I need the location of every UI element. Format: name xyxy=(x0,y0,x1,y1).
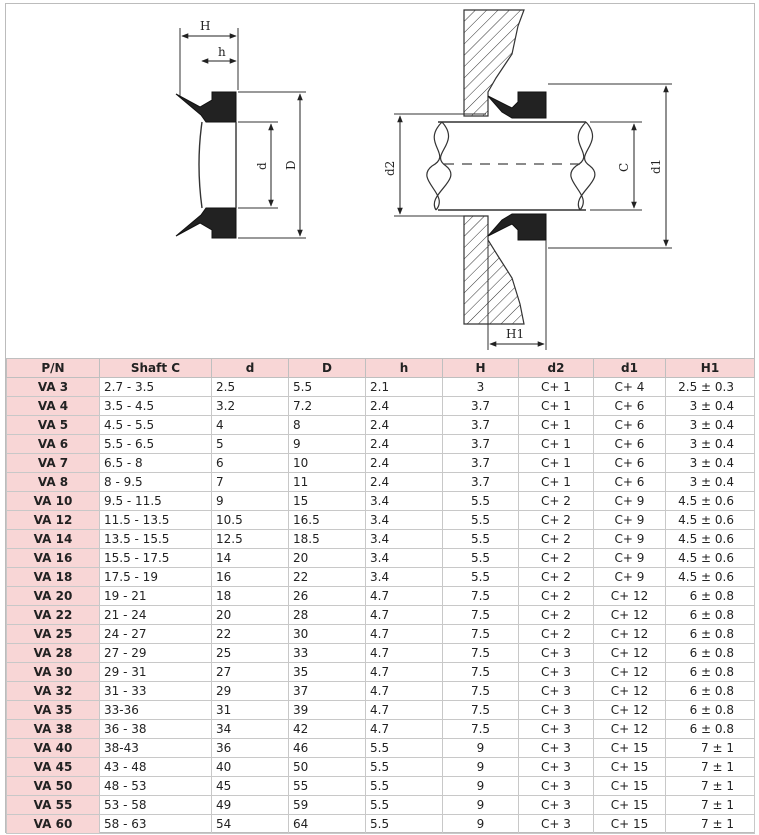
cell-shaft-c: 53 - 58 xyxy=(100,796,212,815)
label-H1: H1 xyxy=(506,327,525,341)
table-row xyxy=(7,587,755,606)
cell-d1: C+ 6 xyxy=(594,473,666,492)
cell-d: 6 xyxy=(212,454,289,473)
cell-H: 7.5 xyxy=(443,682,519,701)
cell-pn: VA 60 xyxy=(7,815,100,834)
cell-d2: C+ 3 xyxy=(519,701,594,720)
cell-H1: 2.5 ± 0.3 xyxy=(666,378,755,397)
col-header-d1: d1 xyxy=(594,359,666,378)
cell-d1: C+ 12 xyxy=(594,625,666,644)
cell-pn: VA 32 xyxy=(7,682,100,701)
cell-h: 5.5 xyxy=(366,815,443,834)
cell-h: 4.7 xyxy=(366,720,443,739)
cell-H: 5.5 xyxy=(443,511,519,530)
cell-H1: 6 ± 0.8 xyxy=(666,682,755,701)
cell-H: 3 xyxy=(443,378,519,397)
cell-d: 4 xyxy=(212,416,289,435)
label-d2: d2 xyxy=(383,160,397,176)
cell-H: 7.5 xyxy=(443,720,519,739)
cell-D: 7.2 xyxy=(289,397,366,416)
cell-d1: C+ 9 xyxy=(594,549,666,568)
cell-pn: VA 50 xyxy=(7,777,100,796)
cell-d2: C+ 3 xyxy=(519,796,594,815)
table-row xyxy=(7,435,755,454)
cell-d2: C+ 1 xyxy=(519,473,594,492)
cell-d1: C+ 9 xyxy=(594,511,666,530)
installed-seal-upper xyxy=(488,92,546,118)
col-header-H: H xyxy=(443,359,519,378)
cell-shaft-c: 9.5 - 11.5 xyxy=(100,492,212,511)
cell-shaft-c: 5.5 - 6.5 xyxy=(100,435,212,454)
cell-pn: VA 38 xyxy=(7,720,100,739)
cell-H: 7.5 xyxy=(443,663,519,682)
cell-h: 5.5 xyxy=(366,739,443,758)
cell-h: 2.4 xyxy=(366,454,443,473)
cell-d1: C+ 12 xyxy=(594,720,666,739)
cell-shaft-c: 8 - 9.5 xyxy=(100,473,212,492)
cell-shaft-c: 43 - 48 xyxy=(100,758,212,777)
cell-H: 3.7 xyxy=(443,416,519,435)
cell-d2: C+ 3 xyxy=(519,815,594,834)
cell-d: 3.2 xyxy=(212,397,289,416)
cell-H: 9 xyxy=(443,796,519,815)
cell-pn: VA 55 xyxy=(7,796,100,815)
va-seal-spec-table xyxy=(6,358,755,834)
table-row xyxy=(7,492,755,511)
cell-pn: VA 30 xyxy=(7,663,100,682)
cell-D: 10 xyxy=(289,454,366,473)
cell-d2: C+ 3 xyxy=(519,720,594,739)
cell-pn: VA 22 xyxy=(7,606,100,625)
cell-h: 2.1 xyxy=(366,378,443,397)
cell-pn: VA 45 xyxy=(7,758,100,777)
cell-D: 50 xyxy=(289,758,366,777)
cell-H: 3.7 xyxy=(443,454,519,473)
cell-d: 18 xyxy=(212,587,289,606)
cell-H1: 7 ± 1 xyxy=(666,758,755,777)
cell-shaft-c: 31 - 33 xyxy=(100,682,212,701)
cell-h: 2.4 xyxy=(366,416,443,435)
col-header-d: d xyxy=(212,359,289,378)
cell-H: 9 xyxy=(443,739,519,758)
cell-d1: C+ 15 xyxy=(594,796,666,815)
cell-d1: C+ 12 xyxy=(594,701,666,720)
cell-h: 3.4 xyxy=(366,492,443,511)
cell-h: 4.7 xyxy=(366,625,443,644)
cell-d1: C+ 15 xyxy=(594,777,666,796)
cell-shaft-c: 11.5 - 13.5 xyxy=(100,511,212,530)
cell-d2: C+ 1 xyxy=(519,435,594,454)
cell-H: 7.5 xyxy=(443,644,519,663)
cell-h: 2.4 xyxy=(366,397,443,416)
cell-D: 28 xyxy=(289,606,366,625)
cell-pn: VA 14 xyxy=(7,530,100,549)
table-row xyxy=(7,568,755,587)
label-d: d xyxy=(255,162,269,170)
technical-drawing xyxy=(6,4,754,356)
seal-section-drawing xyxy=(176,19,306,238)
cell-shaft-c: 4.5 - 5.5 xyxy=(100,416,212,435)
cell-H1: 3 ± 0.4 xyxy=(666,435,755,454)
cell-H1: 4.5 ± 0.6 xyxy=(666,492,755,511)
cell-d: 25 xyxy=(212,644,289,663)
cell-d1: C+ 4 xyxy=(594,378,666,397)
table-row xyxy=(7,682,755,701)
cell-H: 7.5 xyxy=(443,625,519,644)
cell-pn: VA 25 xyxy=(7,625,100,644)
cell-D: 26 xyxy=(289,587,366,606)
cell-d1: C+ 9 xyxy=(594,530,666,549)
cell-D: 18.5 xyxy=(289,530,366,549)
installed-seal-lower xyxy=(488,214,546,240)
cell-shaft-c: 6.5 - 8 xyxy=(100,454,212,473)
cell-H1: 7 ± 1 xyxy=(666,739,755,758)
cell-pn: VA 18 xyxy=(7,568,100,587)
label-h: h xyxy=(218,45,226,59)
cell-d1: C+ 12 xyxy=(594,682,666,701)
cell-shaft-c: 38-43 xyxy=(100,739,212,758)
cell-H1: 6 ± 0.8 xyxy=(666,606,755,625)
cell-shaft-c: 13.5 - 15.5 xyxy=(100,530,212,549)
cell-H: 3.7 xyxy=(443,435,519,454)
cell-h: 3.4 xyxy=(366,568,443,587)
table-row xyxy=(7,416,755,435)
cell-d2: C+ 1 xyxy=(519,454,594,473)
cell-shaft-c: 58 - 63 xyxy=(100,815,212,834)
label-C: C xyxy=(617,162,631,172)
cell-d2: C+ 2 xyxy=(519,625,594,644)
cell-d: 10.5 xyxy=(212,511,289,530)
cell-pn: VA 3 xyxy=(7,378,100,397)
cell-pn: VA 35 xyxy=(7,701,100,720)
cell-H1: 3 ± 0.4 xyxy=(666,416,755,435)
cell-D: 42 xyxy=(289,720,366,739)
cell-pn: VA 20 xyxy=(7,587,100,606)
table-row xyxy=(7,397,755,416)
cell-d2: C+ 3 xyxy=(519,644,594,663)
cell-D: 15 xyxy=(289,492,366,511)
cell-d: 29 xyxy=(212,682,289,701)
cell-pn: VA 8 xyxy=(7,473,100,492)
table-row xyxy=(7,644,755,663)
cell-d: 49 xyxy=(212,796,289,815)
cell-H1: 4.5 ± 0.6 xyxy=(666,549,755,568)
cell-pn: VA 5 xyxy=(7,416,100,435)
table-body xyxy=(7,378,755,834)
cell-D: 46 xyxy=(289,739,366,758)
col-header-shaft-c: Shaft C xyxy=(100,359,212,378)
cell-d: 27 xyxy=(212,663,289,682)
table-row xyxy=(7,530,755,549)
cell-h: 4.7 xyxy=(366,644,443,663)
cell-H1: 3 ± 0.4 xyxy=(666,454,755,473)
cell-d: 45 xyxy=(212,777,289,796)
cell-d1: C+ 12 xyxy=(594,644,666,663)
cell-d2: C+ 2 xyxy=(519,549,594,568)
label-H: H xyxy=(200,19,211,33)
cell-H1: 7 ± 1 xyxy=(666,796,755,815)
cell-H1: 6 ± 0.8 xyxy=(666,701,755,720)
cell-H1: 3 ± 0.4 xyxy=(666,473,755,492)
cell-shaft-c: 27 - 29 xyxy=(100,644,212,663)
cell-d2: C+ 3 xyxy=(519,682,594,701)
cell-pn: VA 7 xyxy=(7,454,100,473)
cell-d: 20 xyxy=(212,606,289,625)
cell-H1: 6 ± 0.8 xyxy=(666,644,755,663)
cell-d: 31 xyxy=(212,701,289,720)
table-row xyxy=(7,511,755,530)
cell-D: 22 xyxy=(289,568,366,587)
table-header xyxy=(7,359,755,378)
cell-d1: C+ 9 xyxy=(594,492,666,511)
cell-H: 9 xyxy=(443,815,519,834)
seal-lower-profile xyxy=(176,208,236,238)
cell-H: 9 xyxy=(443,777,519,796)
cell-d: 2.5 xyxy=(212,378,289,397)
label-D: D xyxy=(284,160,298,170)
cell-H1: 4.5 ± 0.6 xyxy=(666,568,755,587)
cell-shaft-c: 17.5 - 19 xyxy=(100,568,212,587)
cell-d1: C+ 12 xyxy=(594,606,666,625)
cell-shaft-c: 3.5 - 4.5 xyxy=(100,397,212,416)
table-row xyxy=(7,625,755,644)
cell-d2: C+ 1 xyxy=(519,378,594,397)
cell-D: 35 xyxy=(289,663,366,682)
cell-pn: VA 12 xyxy=(7,511,100,530)
cell-H: 5.5 xyxy=(443,530,519,549)
cell-pn: VA 10 xyxy=(7,492,100,511)
cell-H1: 6 ± 0.8 xyxy=(666,625,755,644)
table-row xyxy=(7,815,755,834)
cell-shaft-c: 24 - 27 xyxy=(100,625,212,644)
cell-h: 3.4 xyxy=(366,511,443,530)
cell-d2: C+ 3 xyxy=(519,739,594,758)
cell-H: 3.7 xyxy=(443,473,519,492)
cell-d2: C+ 2 xyxy=(519,587,594,606)
installation-drawing xyxy=(383,10,672,350)
cell-d1: C+ 15 xyxy=(594,739,666,758)
cell-d1: C+ 15 xyxy=(594,815,666,834)
cell-shaft-c: 2.7 - 3.5 xyxy=(100,378,212,397)
cell-d: 9 xyxy=(212,492,289,511)
cell-H1: 4.5 ± 0.6 xyxy=(666,530,755,549)
cell-d: 34 xyxy=(212,720,289,739)
cell-d: 12.5 xyxy=(212,530,289,549)
cell-H1: 7 ± 1 xyxy=(666,815,755,834)
cell-shaft-c: 36 - 38 xyxy=(100,720,212,739)
cell-H: 7.5 xyxy=(443,587,519,606)
cell-d1: C+ 12 xyxy=(594,663,666,682)
cell-D: 8 xyxy=(289,416,366,435)
cell-H: 5.5 xyxy=(443,568,519,587)
table-row xyxy=(7,473,755,492)
cell-D: 33 xyxy=(289,644,366,663)
cell-d2: C+ 3 xyxy=(519,663,594,682)
cell-pn: VA 28 xyxy=(7,644,100,663)
table-row xyxy=(7,758,755,777)
cell-d1: C+ 9 xyxy=(594,568,666,587)
cell-D: 37 xyxy=(289,682,366,701)
cell-h: 4.7 xyxy=(366,682,443,701)
cell-h: 5.5 xyxy=(366,796,443,815)
cell-D: 64 xyxy=(289,815,366,834)
cell-d1: C+ 6 xyxy=(594,416,666,435)
cell-d: 5 xyxy=(212,435,289,454)
cell-d2: C+ 2 xyxy=(519,568,594,587)
seal-upper-profile xyxy=(176,92,236,122)
cell-d: 22 xyxy=(212,625,289,644)
cell-D: 9 xyxy=(289,435,366,454)
cell-h: 2.4 xyxy=(366,473,443,492)
cell-D: 5.5 xyxy=(289,378,366,397)
cell-H: 3.7 xyxy=(443,397,519,416)
cell-h: 4.7 xyxy=(366,663,443,682)
cell-h: 3.4 xyxy=(366,530,443,549)
cell-D: 59 xyxy=(289,796,366,815)
cell-H1: 3 ± 0.4 xyxy=(666,397,755,416)
table-row xyxy=(7,549,755,568)
col-header-D: D xyxy=(289,359,366,378)
cell-h: 5.5 xyxy=(366,777,443,796)
cell-d2: C+ 1 xyxy=(519,397,594,416)
table-row xyxy=(7,606,755,625)
cell-d1: C+ 15 xyxy=(594,758,666,777)
cell-d2: C+ 2 xyxy=(519,606,594,625)
cell-h: 2.4 xyxy=(366,435,443,454)
cell-h: 3.4 xyxy=(366,549,443,568)
label-d1: d1 xyxy=(649,158,663,174)
cell-d2: C+ 2 xyxy=(519,492,594,511)
cell-shaft-c: 15.5 - 17.5 xyxy=(100,549,212,568)
cell-D: 16.5 xyxy=(289,511,366,530)
cell-pn: VA 6 xyxy=(7,435,100,454)
cell-d: 40 xyxy=(212,758,289,777)
cell-D: 11 xyxy=(289,473,366,492)
table-row xyxy=(7,739,755,758)
cell-H1: 6 ± 0.8 xyxy=(666,663,755,682)
cell-d2: C+ 3 xyxy=(519,758,594,777)
cell-d: 14 xyxy=(212,549,289,568)
cell-d1: C+ 6 xyxy=(594,397,666,416)
cell-H1: 7 ± 1 xyxy=(666,777,755,796)
cell-D: 20 xyxy=(289,549,366,568)
cell-d2: C+ 2 xyxy=(519,530,594,549)
cell-shaft-c: 33-36 xyxy=(100,701,212,720)
cell-D: 30 xyxy=(289,625,366,644)
table-row xyxy=(7,796,755,815)
table-row xyxy=(7,454,755,473)
cell-h: 5.5 xyxy=(366,758,443,777)
seal-drawing-svg xyxy=(6,4,754,356)
cell-shaft-c: 21 - 24 xyxy=(100,606,212,625)
cell-d1: C+ 6 xyxy=(594,435,666,454)
cell-d: 54 xyxy=(212,815,289,834)
table-row xyxy=(7,378,755,397)
table-row xyxy=(7,720,755,739)
cell-h: 4.7 xyxy=(366,587,443,606)
cell-d: 7 xyxy=(212,473,289,492)
cell-shaft-c: 29 - 31 xyxy=(100,663,212,682)
cell-d2: C+ 2 xyxy=(519,511,594,530)
cell-h: 4.7 xyxy=(366,606,443,625)
cell-d: 36 xyxy=(212,739,289,758)
cell-d1: C+ 6 xyxy=(594,454,666,473)
col-header-h: h xyxy=(366,359,443,378)
table-row xyxy=(7,777,755,796)
cell-d2: C+ 3 xyxy=(519,777,594,796)
cell-H1: 6 ± 0.8 xyxy=(666,587,755,606)
cell-H1: 4.5 ± 0.6 xyxy=(666,511,755,530)
col-header-H1: H1 xyxy=(666,359,755,378)
cell-pn: VA 40 xyxy=(7,739,100,758)
col-header-pn: P/N xyxy=(7,359,100,378)
header-row xyxy=(7,359,755,378)
table-row xyxy=(7,701,755,720)
cell-H: 5.5 xyxy=(443,492,519,511)
cell-H1: 6 ± 0.8 xyxy=(666,720,755,739)
cell-shaft-c: 48 - 53 xyxy=(100,777,212,796)
table-row xyxy=(7,663,755,682)
cell-D: 39 xyxy=(289,701,366,720)
cell-H: 7.5 xyxy=(443,701,519,720)
cell-D: 55 xyxy=(289,777,366,796)
cell-H: 5.5 xyxy=(443,549,519,568)
cell-pn: VA 16 xyxy=(7,549,100,568)
col-header-d2: d2 xyxy=(519,359,594,378)
shaft-outline xyxy=(438,122,586,210)
cell-H: 7.5 xyxy=(443,606,519,625)
cell-h: 4.7 xyxy=(366,701,443,720)
cell-d: 16 xyxy=(212,568,289,587)
cell-H: 9 xyxy=(443,758,519,777)
cell-d1: C+ 12 xyxy=(594,587,666,606)
cell-shaft-c: 19 - 21 xyxy=(100,587,212,606)
cell-d2: C+ 1 xyxy=(519,416,594,435)
cell-pn: VA 4 xyxy=(7,397,100,416)
